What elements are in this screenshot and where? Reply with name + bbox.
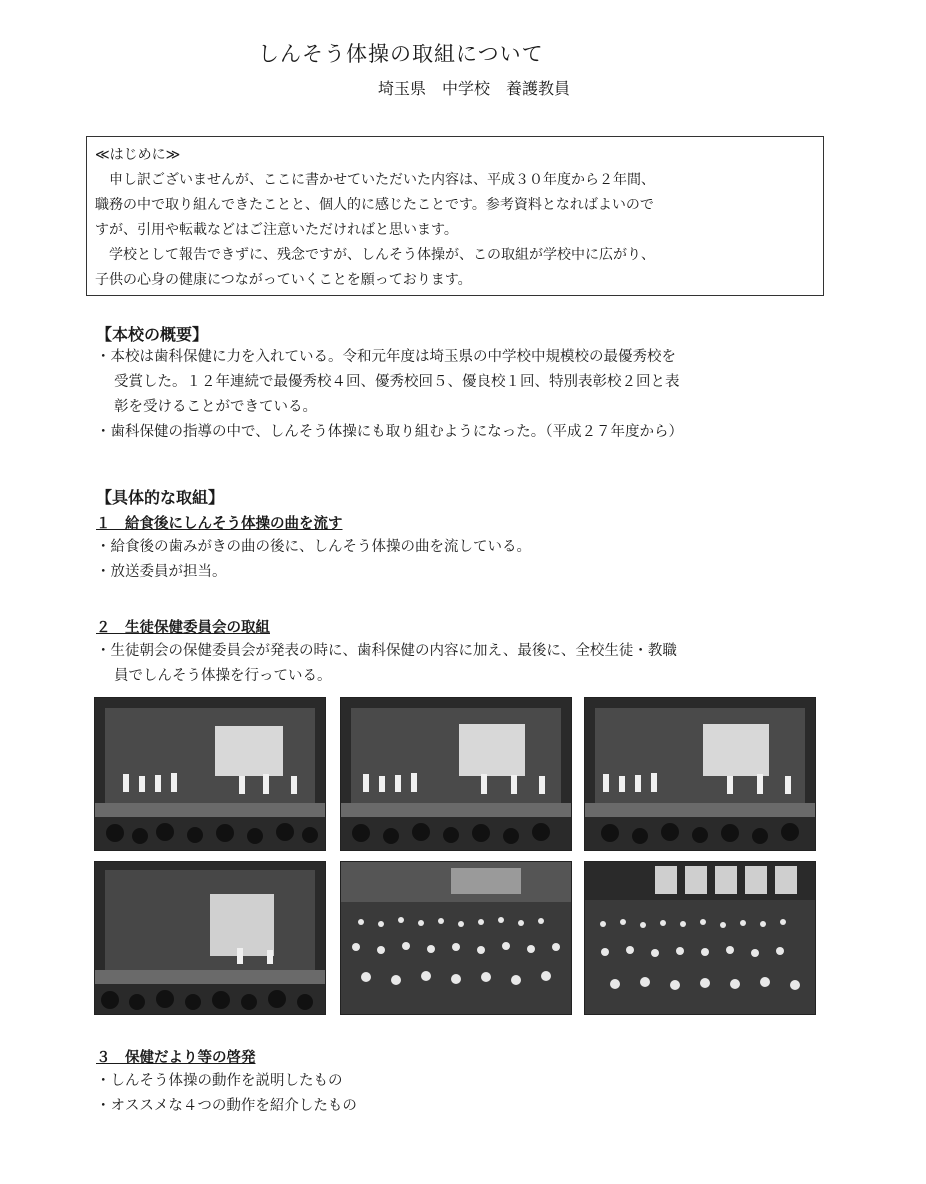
overview-bullet-cont: 彰を受けることができている。 — [114, 399, 317, 415]
page-title: しんそう体操の取組について — [258, 42, 544, 66]
photo-gym-students-2 — [584, 861, 816, 1015]
section2-bullet-cont: 員でしんそう体操を行っている。 — [114, 668, 332, 684]
intro-box — [86, 136, 824, 296]
section3-list — [96, 1069, 357, 1119]
photo-stage-screen — [94, 861, 326, 1015]
intro-line: 子供の心身の健康につながっていくことを願っております。 — [95, 272, 472, 288]
photo-stage-3 — [584, 697, 816, 851]
photo-stage-1 — [94, 697, 326, 851]
section3-bullet: ・しんそう体操の動作を説明したもの — [96, 1073, 343, 1089]
author-line: 埼玉県 中学校 養護教員 — [378, 79, 571, 98]
section3-bullet: ・オススメな４つの動作を紹介したもの — [96, 1098, 357, 1114]
intro-line: 職務の中で取り組んできたことと、個人的に感じたことです。参考資料となればよいので — [95, 197, 654, 213]
intro-line: 申し訳ございませんが、ここに書かせていただいた内容は、平成３０年度から２年間、 — [109, 172, 655, 188]
intro-line: すが、引用や転載などはご注意いただければと思います。 — [95, 222, 458, 238]
intro-line: 学校として報告できずに、残念ですが、しんそう体操が、この取組が学校中に広がり、 — [109, 247, 655, 263]
overview-heading: 【本校の概要】 — [96, 325, 209, 344]
section2-list — [96, 639, 677, 689]
section3-title: ３ 保健だより等の啓発 — [96, 1050, 256, 1066]
section1-bullet: ・給食後の歯みがきの曲の後に、しんそう体操の曲を流している。 — [96, 539, 531, 555]
photo-stage-2 — [340, 697, 572, 851]
overview-list — [96, 345, 683, 445]
intro-heading: ≪はじめに≫ — [95, 147, 181, 163]
overview-bullet: ・本校は歯科保健に力を入れている。令和元年度は埼玉県の中学校中規模校の最優秀校を — [96, 349, 676, 365]
overview-bullet: ・歯科保健の指導の中で、しんそう体操にも取り組むようになった。（平成２７年度から） — [96, 424, 683, 440]
overview-bullet-cont: 受賞した。１２年連続で最優秀校４回、優秀校回５、優良校１回、特別表彰校２回と表 — [114, 374, 680, 390]
section1-list — [96, 535, 531, 585]
section2-title: ２ 生徒保健委員会の取組 — [96, 620, 270, 636]
photo-gym-students-1 — [340, 861, 572, 1015]
section1-title: １ 給食後にしんそう体操の曲を流す — [96, 516, 343, 532]
activities-heading: 【具体的な取組】 — [96, 488, 225, 507]
section1-bullet: ・放送委員が担当。 — [96, 564, 227, 580]
section2-bullet: ・生徒朝会の保健委員会が発表の時に、歯科保健の内容に加え、最後に、全校生徒・教職 — [96, 643, 677, 659]
